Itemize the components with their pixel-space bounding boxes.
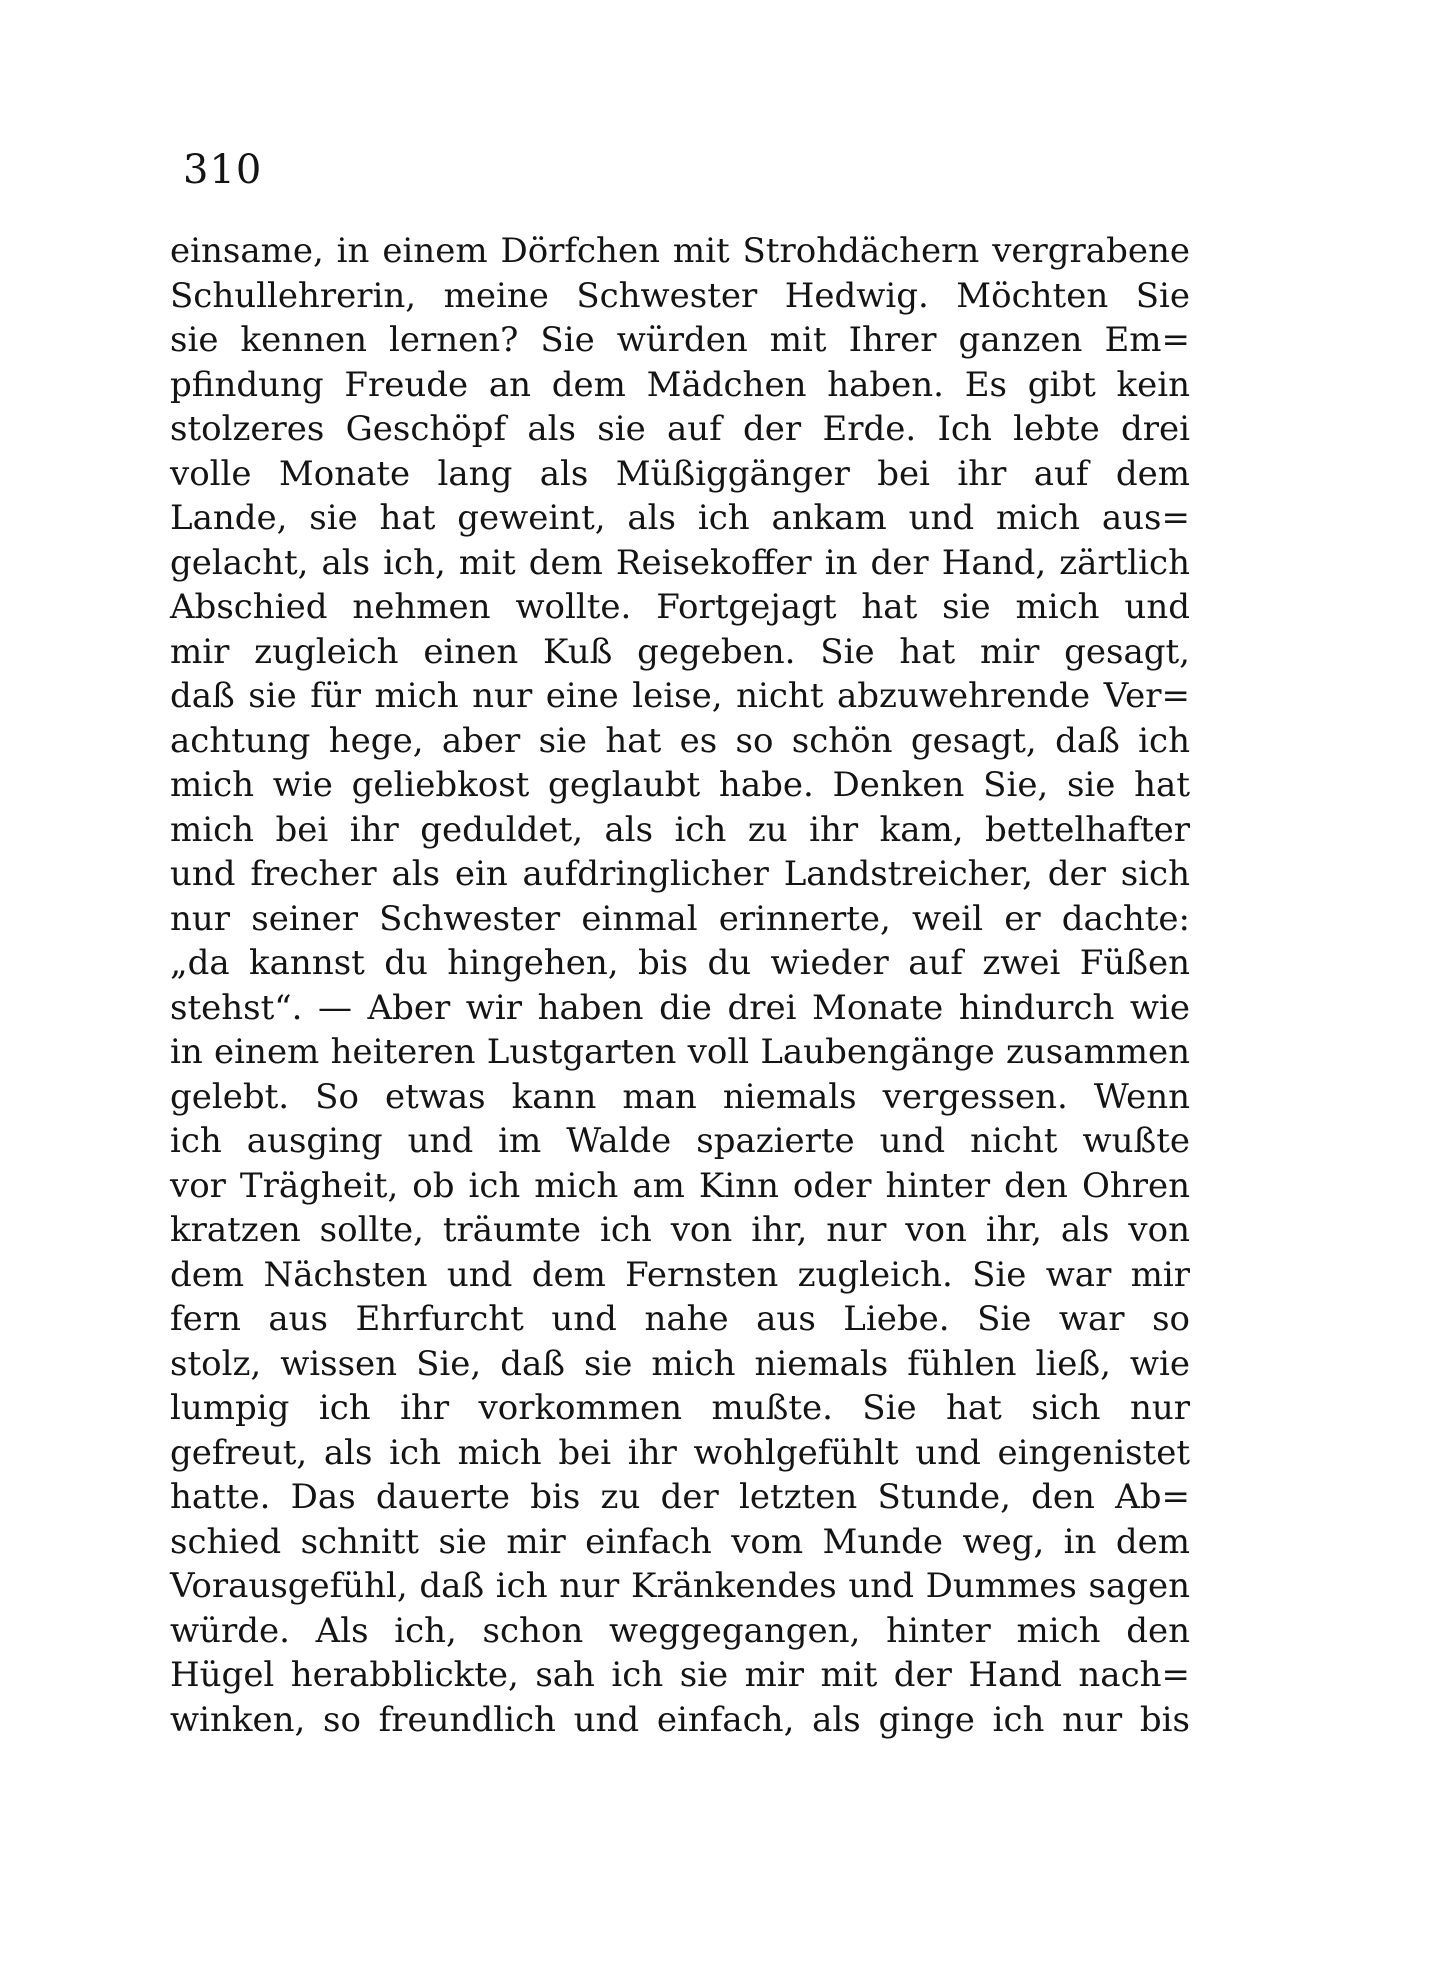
text-line: gefreut, als ich mich bei ihr wohlgefühlt und eingenistet (170, 1432, 1190, 1473)
text-line: Abschied nehmen wollte. Fortgejagt hat sie mich und (170, 587, 1190, 627)
text-line: Lande, sie hat geweint, als ich ankam und mich aus= (170, 498, 1190, 538)
text-line: lumpig ich ihr vorkommen mußte. Sie hat sich nur (170, 1388, 1190, 1428)
text-line: sie kennen lernen? Sie würden mit Ihrer ganzen Em= (170, 320, 1190, 360)
text-line: nur seiner Schwester einmal erinnerte, weil er dachte: (170, 898, 1190, 939)
text-line: mich bei ihr geduldet, als ich zu ihr kam, bettelhafter (170, 809, 1190, 850)
text-line: stolzeres Geschöpf als sie auf der Erde. Ich lebte drei (170, 409, 1190, 449)
text-line: mir zugleich einen Kuß gegeben. Sie hat mir gesagt, (170, 631, 1190, 672)
page-number: 310 (183, 147, 263, 193)
text-line: gelacht, als ich, mit dem Reisekoffer in der Hand, zärtlich (170, 542, 1190, 583)
text-line: hatte. Das dauerte bis zu der letzten Stunde, den Ab= (170, 1477, 1190, 1517)
text-line: würde. Als ich, schon weggegangen, hinter mich den (170, 1610, 1190, 1651)
text-line: achtung hege, aber sie hat es so schön gesagt, daß ich (170, 720, 1190, 761)
text-line: ich ausging und im Walde spazierte und nicht wußte (170, 1121, 1190, 1161)
text-line: gelebt. So etwas kann man niemals vergessen. Wenn (170, 1076, 1190, 1117)
text-line: vor Trägheit, ob ich mich am Kinn oder hinter den Ohren (170, 1165, 1190, 1206)
text-line: schied schnitt sie mir einfach vom Munde weg, in dem (170, 1521, 1190, 1562)
text-line: Schullehrerin, meine Schwester Hedwig. Möchten Sie (170, 275, 1190, 316)
text-line: volle Monate lang als Müßiggänger bei ihr auf dem (170, 453, 1190, 494)
text-line: Vorausgefühl, daß ich nur Kränkendes und Dummes sagen (170, 1566, 1190, 1606)
text-line: pfindung Freude an dem Mädchen haben. Es gibt kein (170, 364, 1190, 405)
text-line: einsame, in einem Dörfchen mit Strohdächern vergrabene (170, 231, 1190, 271)
text-line: fern aus Ehrfurcht und nahe aus Liebe. Sie war so (170, 1299, 1190, 1339)
text-line: in einem heiteren Lustgarten voll Laubengänge zusammen (170, 1032, 1190, 1072)
text-line: stehst“. — Aber wir haben die drei Monate hindurch wie (170, 987, 1190, 1028)
text-line: daß sie für mich nur eine leise, nicht abzuwehrende Ver= (170, 676, 1190, 716)
body-text (170, 229, 1190, 1742)
text-line: stolz, wissen Sie, daß sie mich niemals fühlen ließ, wie (170, 1343, 1190, 1384)
text-line: dem Nächsten und dem Fernsten zugleich. Sie war mir (170, 1254, 1190, 1295)
text-line: kratzen sollte, träumte ich von ihr, nur von ihr, als von (170, 1210, 1190, 1250)
text-line: winken, so freundlich und einfach, als ginge ich nur bis (170, 1699, 1190, 1740)
text-line: mich wie geliebkost geglaubt habe. Denken Sie, sie hat (170, 765, 1190, 805)
text-line: und frecher als ein aufdringlicher Landstreicher, der sich (170, 854, 1190, 894)
text-line: „da kannst du hingehen, bis du wieder auf zwei Füßen (170, 943, 1190, 983)
text-line: Hügel herabblickte, sah ich sie mir mit der Hand nach= (170, 1655, 1190, 1695)
